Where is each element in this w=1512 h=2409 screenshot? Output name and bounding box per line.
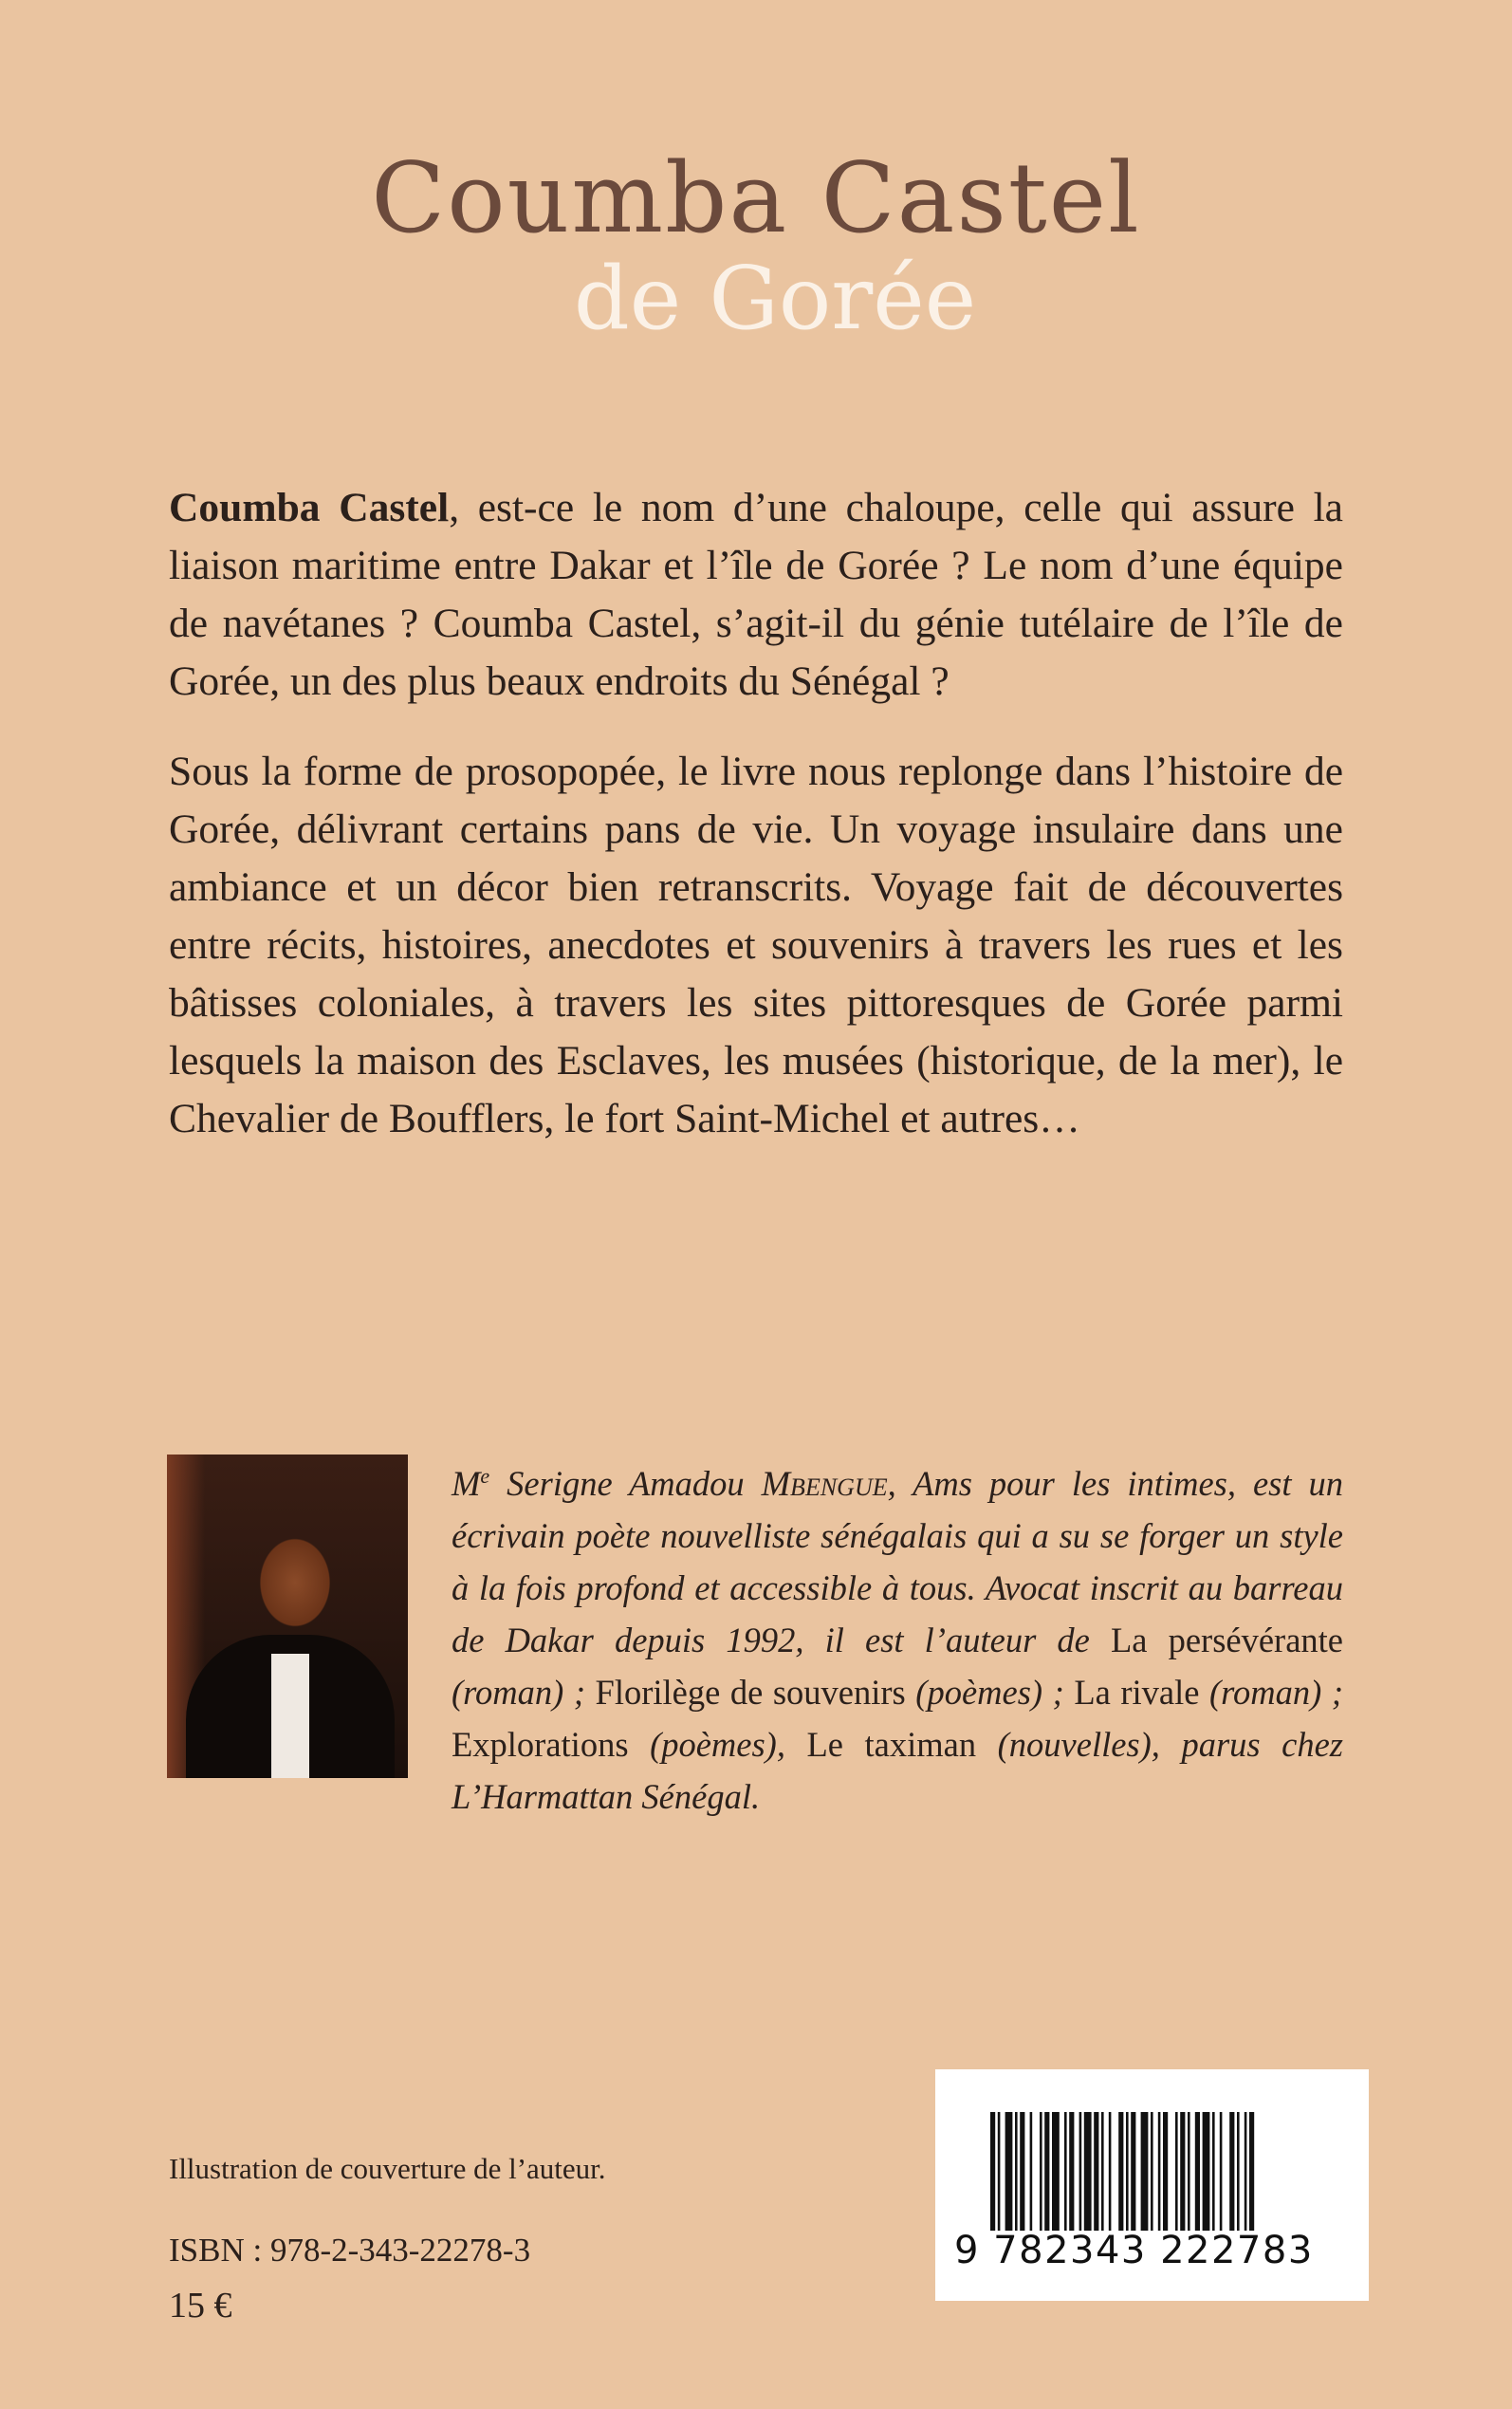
blurb-paragraph-2: Sous la forme de prosopopée, le livre nous replonge dans l’histoire de Gorée, délivrant certains pans de vie. Un voyage insulaire dans une ambiance et un décor bien retranscrits. Voyage fait de découvertes entre récits, histoires, anecdotes et souvenirs à travers les rues et les bâtisses coloniales, à travers les sites pittoresques de Gorée parmi lesquels la maison des Esclaves, les musées (historique, de la mer), le Chevalier de Boufflers, le fort Saint-Michel et autres… xyxy=(169,749,1343,1141)
bio-title: Me Serigne Amadou Mbengue, Ams pour les intimes, est un écrivain poète nouvelliste sénégalais qui a su se forger un style à la fois profond et accessible à tous. Avocat inscrit au barreau de Dakar depuis 1992, il est l’auteur de xyxy=(452,1464,1343,1660)
blurb-p1-text: , est-ce le nom d’une chaloupe, celle qui assure la liaison maritime entre Dakar et l’île de Gorée ? Le nom d’une équipe de navétanes ? Coumba Castel, s’agit-il du génie tutélaire de l’île de Gorée, un des plus beaux endroits du Sénégal ? xyxy=(169,485,1343,704)
cover-credit: Illustration de couverture de l’auteur. xyxy=(169,2152,606,2185)
book-title xyxy=(0,142,1512,351)
back-cover-blurb xyxy=(169,479,1343,1180)
author-bio: Me Serigne Amadou Mbengue, Ams pour les intimes, est un écrivain poète nouvelliste sénégalais qui a su se forger un style à la fois profond et accessible à tous. Avocat inscrit au barreau de Dakar depuis 1992, il est l’auteur de La persévérante (roman) ; Florilège de souvenirs (poèmes) ; La rivale (roman) ; Explorations (poèmes), Le taximan (nouvelles), parus chez L’Harmattan Sénégal. xyxy=(452,1464,1343,1817)
bio-book-2: Florilège de souvenirs xyxy=(595,1673,906,1713)
bio-book-3: La rivale xyxy=(1074,1673,1200,1713)
barcode xyxy=(935,2069,1369,2301)
title-line-2: de Gorée xyxy=(573,248,977,349)
isbn: ISBN : 978-2-343-22278-3 xyxy=(169,2232,531,2269)
title-line-1: Coumba Castel xyxy=(371,142,1141,255)
blurb-paragraph-1 xyxy=(169,479,1343,711)
bio-book-4: Explorations xyxy=(452,1725,629,1765)
barcode-digits: 9 782343 222783 xyxy=(954,2229,1314,2272)
price: 15 € xyxy=(169,2286,232,2326)
bio-book-1: La persévérante xyxy=(1110,1621,1343,1660)
author-photo xyxy=(167,1455,408,1778)
blurb-bold-lead: Coumba Castel xyxy=(169,485,450,530)
bio-book-5: Le taximan xyxy=(806,1725,977,1765)
